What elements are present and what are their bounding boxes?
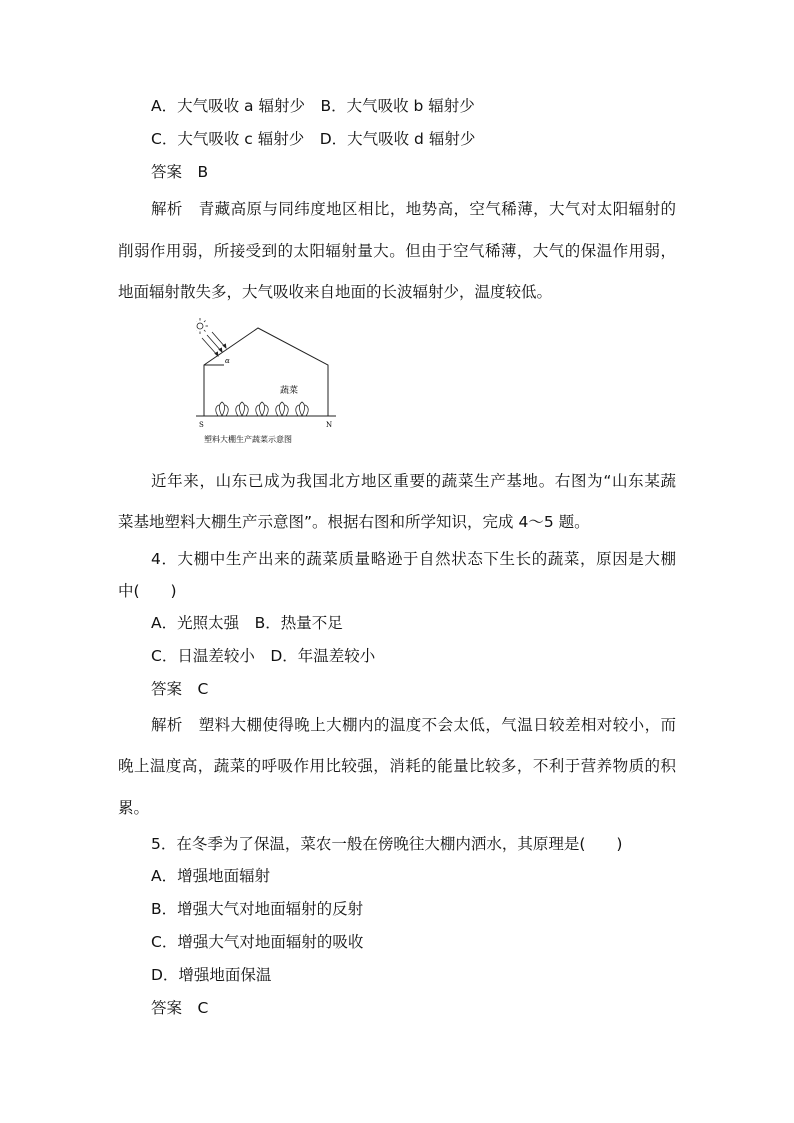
- q4-analysis-line-1: 解析 塑料大棚使得晚上大棚内的温度不会太低，气温日较差相对较小，而: [151, 716, 676, 734]
- vegetable-label: 蔬菜: [280, 386, 299, 396]
- q5-option-a: A．增强地面辐射: [151, 867, 271, 885]
- q4-analysis-line-3: 累。: [118, 799, 150, 817]
- figure-caption: 塑料大棚生产蔬菜示意图: [204, 435, 292, 444]
- sun-icon: [196, 318, 208, 334]
- q4-stem-line-1: 4．大棚中生产出来的蔬菜质量略逊于自然状态下生长的蔬菜，原因是大棚: [151, 550, 676, 568]
- q3-answer: 答案 B: [151, 163, 209, 181]
- q5-option-c: C．增强大气对地面辐射的吸收: [151, 933, 364, 951]
- q3-analysis-line-3: 地面辐射散失多，大气吸收来自地面的长波辐射少，温度较低。: [118, 283, 553, 301]
- q5-option-b: B．增强大气对地面辐射的反射: [151, 900, 364, 918]
- q4-options-line-2: C．日温差较小 D．年温差较小: [151, 647, 376, 665]
- q5-answer: 答案 C: [151, 999, 209, 1017]
- vegetable-plants: [215, 402, 309, 416]
- q4-analysis-line-2: 晚上温度高，蔬菜的呼吸作用比较强，消耗的能量比较多，不利于营养物质的积: [118, 757, 676, 775]
- q3-analysis-line-2: 削弱作用弱，所接受到的太阳辐射量大。但由于空气稀薄，大气的保温作用弱，: [118, 242, 676, 260]
- q4-answer: 答案 C: [151, 680, 209, 698]
- q4-stem-line-2: 中( ): [118, 582, 177, 600]
- q3-analysis-line-1: 解析 青藏高原与同纬度地区相比，地势高，空气稀薄，大气对太阳辐射的: [151, 200, 676, 218]
- intro-line-1: 近年来，山东已成为我国北方地区重要的蔬菜生产基地。右图为“山东某蔬: [151, 472, 676, 490]
- north-label: N: [326, 421, 333, 429]
- q3-options-line-1: A．大气吸收 a 辐射少 B．大气吸收 b 辐射少: [151, 97, 475, 115]
- south-label: S: [199, 421, 204, 429]
- q5-option-d: D．增强地面保温: [151, 966, 272, 984]
- greenhouse-figure: [196, 318, 336, 448]
- greenhouse-outline: [196, 328, 336, 416]
- alpha-label: α: [225, 357, 230, 365]
- q5-stem: 5．在冬季为了保温，菜农一般在傍晚往大棚内洒水，其原理是( ): [151, 835, 623, 853]
- q3-options-line-2: C．大气吸收 c 辐射少 D．大气吸收 d 辐射少: [151, 130, 476, 148]
- greenhouse-diagram: [196, 318, 336, 448]
- intro-line-2: 菜基地塑料大棚生产示意图”。根据右图和所学知识，完成 4～5 题。: [118, 513, 590, 531]
- q4-options-line-1: A．光照太强 B．热量不足: [151, 614, 343, 632]
